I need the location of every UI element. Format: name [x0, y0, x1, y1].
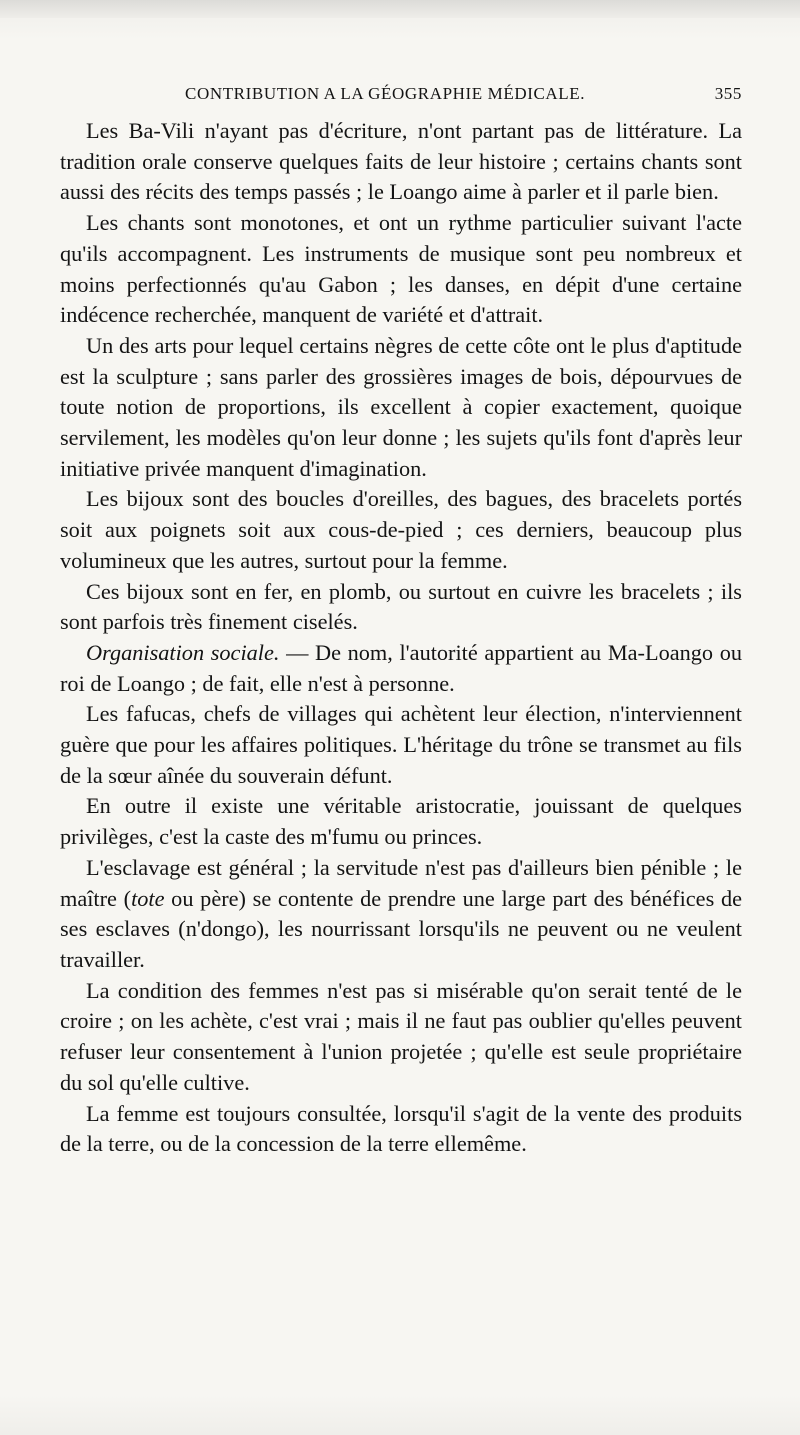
paragraph-jewelry-materials [60, 577, 742, 638]
paragraph-text: L'esclavage est général ; la servitude n'est pas d'ailleurs bien pénible ; le maître ( [60, 854, 742, 911]
paragraph-text: Les Ba-Vili n'ayant pas d'écriture, n'ont partant pas de littérature. La tradition orale conserve quelques faits de leur histoire ; certains chants sont aussi des récits des temps passés ; le Loango aime à parler et il parle bien. [60, 118, 742, 205]
paragraph-sculpture [60, 331, 742, 485]
page-top-edge [0, 0, 800, 18]
paragraph-aristocracy [60, 791, 742, 852]
paragraph-text: La condition des femmes n'est pas si misérable qu'on serait tenté de le croire ; on les achète, c'est vrai ; mais il ne faut pas oublier qu'elles peuvent refuser leur consentement à l'union projetée ; qu'elle est seule propriétaire du sol qu'elle cultive. [60, 977, 742, 1095]
paragraph-social-organisation [60, 638, 742, 699]
paragraph-text: Un des arts pour lequel certains nègres de cette côte ont le plus d'aptitude est la sculpture ; sans parler des grossières images de bois, dépourvues de toute notion de proportions, ils excellent à copier exactement, quoique servilement, les modèles qu'on leur donne ; les sujets qu'ils font d'après leur initiative privée manquent d'imagination. [60, 332, 742, 481]
paragraph-writing [60, 116, 742, 208]
paragraph-text: — De nom, l'autorité appartient au Ma-Loango ou roi de Loango ; de fait, elle n'est à personne. [60, 639, 742, 696]
paragraph-text: Les bijoux sont des boucles d'oreilles, des bagues, des bracelets portés soit aux poignets soit aux cous-de-pied ; ces derniers, beaucoup plus volumineux que les autres, surtout pour la femme. [60, 486, 742, 573]
paragraph-text: Les fafucas, chefs de villages qui achètent leur élection, n'interviennent guère que pour les affaires politiques. L'héritage du trône se transmet au fils de la sœur aînée du souverain défunt. [60, 701, 742, 788]
section-heading: Organisation sociale. [86, 639, 280, 665]
paragraph-text: En outre il existe une véritable aristocratie, jouissant de quelques privilèges, c'est la caste des m'fumu ou princes. [60, 793, 742, 850]
paragraph-village-chiefs [60, 699, 742, 791]
body-text [60, 116, 742, 1160]
paragraph-text: La femme est toujours consultée, lorsqu'il s'agit de la vente des produits de la terre, ou de la concession de la terre ellemême. [60, 1100, 742, 1157]
page-number: 355 [714, 84, 742, 103]
paragraph-text: Les chants sont monotones, et ont un rythme particulier suivant l'acte qu'ils accompagnent. Les instruments de musique sont peu nombreux et moins perfectionnés qu'au Gabon ; les danses, en dépit d'une certaine indécence recherchée, manquent de variété et d'attrait. [60, 210, 742, 328]
running-title: CONTRIBUTION A LA GÉOGRAPHIE MÉDICALE. [185, 84, 586, 103]
paragraph-slavery [60, 853, 742, 976]
italic-term: tote [131, 885, 165, 911]
paragraph-women-condition [60, 976, 742, 1099]
paragraph-text: ou père) se contente de prendre une large part des bénéfices de ses esclaves (n'dongo), les nourrissant lorsqu'ils ne peuvent ou ne veulent travailler. [60, 885, 742, 972]
paragraph-music [60, 208, 742, 331]
paragraph-women-consultation [60, 1099, 742, 1160]
running-head [60, 80, 742, 110]
paragraph-jewelry [60, 484, 742, 576]
paragraph-text: Ces bijoux sont en fer, en plomb, ou surtout en cuivre les bracelets ; ils sont parfois très finement ciselés. [60, 578, 742, 635]
